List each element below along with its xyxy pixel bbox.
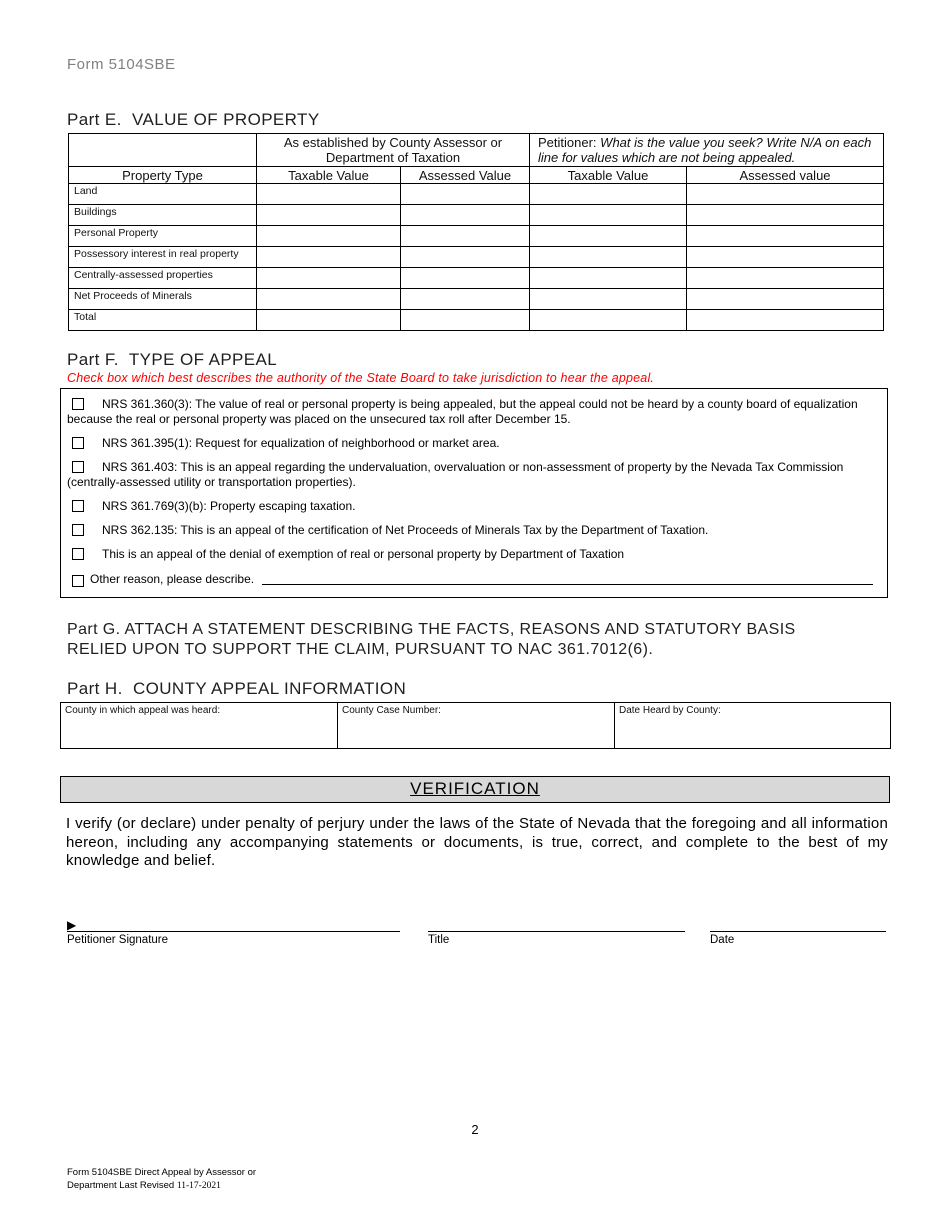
empty-corner-cell (69, 134, 257, 167)
col-header-assessed-value-petitioner: Assessed value (687, 167, 884, 184)
value-cell[interactable] (401, 205, 530, 226)
table-column-header-row (69, 167, 884, 184)
value-cell[interactable] (687, 205, 884, 226)
table-row (69, 268, 884, 289)
verification-statement: I verify (or declare) under penalty of perjury under the laws of the State of Nevada that the foregoing and all information hereon, including any accompanying statements or documents, is true, correct, and complete to the best of my knowledge and belief. (66, 815, 888, 869)
col-header-taxable-value-petitioner: Taxable Value (530, 167, 687, 184)
option-text: NRS 361.360(3): The value of real or personal property is being appealed, but the appeal could not be heard by a county board of equalization because the real or personal property was placed on the unsecured tax roll after December 15. (67, 397, 858, 426)
verification-title: VERIFICATION (410, 779, 540, 798)
appeal-option-nrs-361-395 (67, 436, 875, 451)
row-label-personal-property: Personal Property (69, 226, 257, 247)
value-cell[interactable] (401, 289, 530, 310)
value-cell[interactable] (257, 184, 401, 205)
row-label-possessory-interest: Possessory interest in real property (69, 247, 257, 268)
title-block (428, 915, 685, 946)
type-of-appeal-box (60, 388, 888, 598)
footer-note (67, 1167, 256, 1193)
part-h-heading: Part H. COUNTY APPEAL INFORMATION (67, 679, 407, 698)
appeal-option-denial-of-exemption (67, 547, 875, 562)
row-label-total: Total (69, 310, 257, 331)
petitioner-signature-line[interactable] (67, 915, 400, 932)
value-cell[interactable] (530, 226, 687, 247)
checkbox-other-reason[interactable] (72, 575, 84, 587)
option-text: This is an appeal of the denial of exemption of real or personal property by Department of Taxation (102, 547, 625, 561)
footer-line2 (67, 1180, 256, 1193)
part-g-heading: Part G. ATTACH A STATEMENT DESCRIBING THE FACTS, REASONS AND STATUTORY BASIS RELIED UPON TO SUPPORT THE CLAIM, PURSUANT TO NAC 361.7012(6). (67, 621, 801, 658)
county-heard-field[interactable]: County in which appeal was heard: (61, 703, 338, 749)
value-cell[interactable] (687, 310, 884, 331)
petitioner-signature-block (67, 915, 400, 946)
petitioner-question: What is the value you seek? Write N/A on each line for values which are not being appealed. (538, 135, 872, 165)
appeal-option-other (67, 571, 875, 587)
appeal-option-nrs-361-403 (67, 460, 875, 490)
value-cell[interactable] (257, 268, 401, 289)
appeal-option-nrs-361-769 (67, 499, 875, 514)
value-cell[interactable] (687, 226, 884, 247)
value-cell[interactable] (401, 310, 530, 331)
other-reason-label: Other reason, please describe. (90, 572, 255, 586)
value-cell[interactable] (257, 310, 401, 331)
value-cell[interactable] (401, 247, 530, 268)
table-row (69, 310, 884, 331)
checkbox-nrs-361-360[interactable] (72, 398, 84, 410)
option-text: NRS 361.395(1): Request for equalization of neighborhood or market area. (102, 436, 500, 450)
value-cell[interactable] (530, 268, 687, 289)
page-number: 2 (471, 1122, 479, 1137)
value-cell[interactable] (257, 289, 401, 310)
value-cell[interactable] (401, 184, 530, 205)
date-line[interactable] (710, 915, 886, 932)
county-appeal-row (61, 703, 891, 749)
value-cell[interactable] (530, 289, 687, 310)
table-row (69, 184, 884, 205)
appeal-option-nrs-362-135 (67, 523, 875, 538)
value-cell[interactable] (530, 184, 687, 205)
county-appeal-table (60, 702, 891, 749)
col-header-property-type: Property Type (69, 167, 257, 184)
footer-line1: Form 5104SBE Direct Appeal by Assessor or (67, 1167, 257, 1178)
value-of-property-table (68, 133, 884, 331)
checkbox-nrs-361-403[interactable] (72, 461, 84, 473)
county-case-number-field[interactable]: County Case Number: (338, 703, 615, 749)
checkbox-nrs-361-395[interactable] (72, 437, 84, 449)
table-group-header-row (69, 134, 884, 167)
petitioner-prefix: Petitioner: (538, 135, 601, 150)
table-row (69, 247, 884, 268)
value-cell[interactable] (401, 226, 530, 247)
assessor-group-header: As established by County Assessor or Department of Taxation (257, 134, 530, 167)
date-block (710, 915, 886, 946)
row-label-net-proceeds: Net Proceeds of Minerals (69, 289, 257, 310)
date-heard-field[interactable]: Date Heard by County: (615, 703, 891, 749)
table-row (69, 226, 884, 247)
col-header-taxable-value-assessor: Taxable Value (257, 167, 401, 184)
date-label: Date (710, 933, 735, 946)
part-e-heading: Part E. VALUE OF PROPERTY (67, 110, 320, 129)
checkbox-nrs-362-135[interactable] (72, 524, 84, 536)
value-cell[interactable] (257, 205, 401, 226)
row-label-buildings: Buildings (69, 205, 257, 226)
verification-header-bar (60, 776, 890, 803)
footer-revised-date: 11-17-2021 (176, 1180, 221, 1191)
part-f-heading: Part F. TYPE OF APPEAL (67, 350, 278, 369)
petitioner-signature-label: Petitioner Signature (67, 933, 169, 946)
part-f-instruction: Check box which best describes the authority of the State Board to take jurisdiction to hear the appeal. (67, 371, 655, 385)
value-cell[interactable] (530, 310, 687, 331)
title-line[interactable] (428, 915, 685, 932)
value-cell[interactable] (401, 268, 530, 289)
signature-arrow-icon: ▶ (67, 917, 77, 932)
row-label-centrally-assessed: Centrally-assessed properties (69, 268, 257, 289)
value-cell[interactable] (530, 247, 687, 268)
value-cell[interactable] (257, 247, 401, 268)
value-cell[interactable] (687, 268, 884, 289)
value-cell[interactable] (530, 205, 687, 226)
value-cell[interactable] (687, 289, 884, 310)
checkbox-nrs-361-769[interactable] (72, 500, 84, 512)
option-text: NRS 361.769(3)(b): Property escaping taxation. (102, 499, 356, 513)
petitioner-group-header (530, 134, 884, 167)
title-label: Title (428, 933, 450, 946)
signature-section (67, 915, 890, 946)
option-text: NRS 362.135: This is an appeal of the certification of Net Proceeds of Minerals Tax by the Department of Taxation. (102, 523, 709, 537)
value-cell[interactable] (687, 247, 884, 268)
value-cell[interactable] (257, 226, 401, 247)
other-reason-input-line[interactable] (262, 571, 873, 585)
footer-revised-label: Department Last Revised (67, 1179, 177, 1191)
row-label-land: Land (69, 184, 257, 205)
table-row (69, 289, 884, 310)
option-text: NRS 361.403: This is an appeal regarding the undervaluation, overvaluation or non-assessment of property by the Nevada Tax Commission (centrally-assessed utility or transportation properties). (67, 460, 844, 489)
table-row (69, 205, 884, 226)
col-header-assessed-value-assessor: Assessed Value (401, 167, 530, 184)
value-cell[interactable] (687, 184, 884, 205)
checkbox-denial-of-exemption[interactable] (72, 548, 84, 560)
appeal-option-nrs-361-360 (67, 397, 875, 427)
form-number: Form 5104SBE (67, 56, 176, 73)
